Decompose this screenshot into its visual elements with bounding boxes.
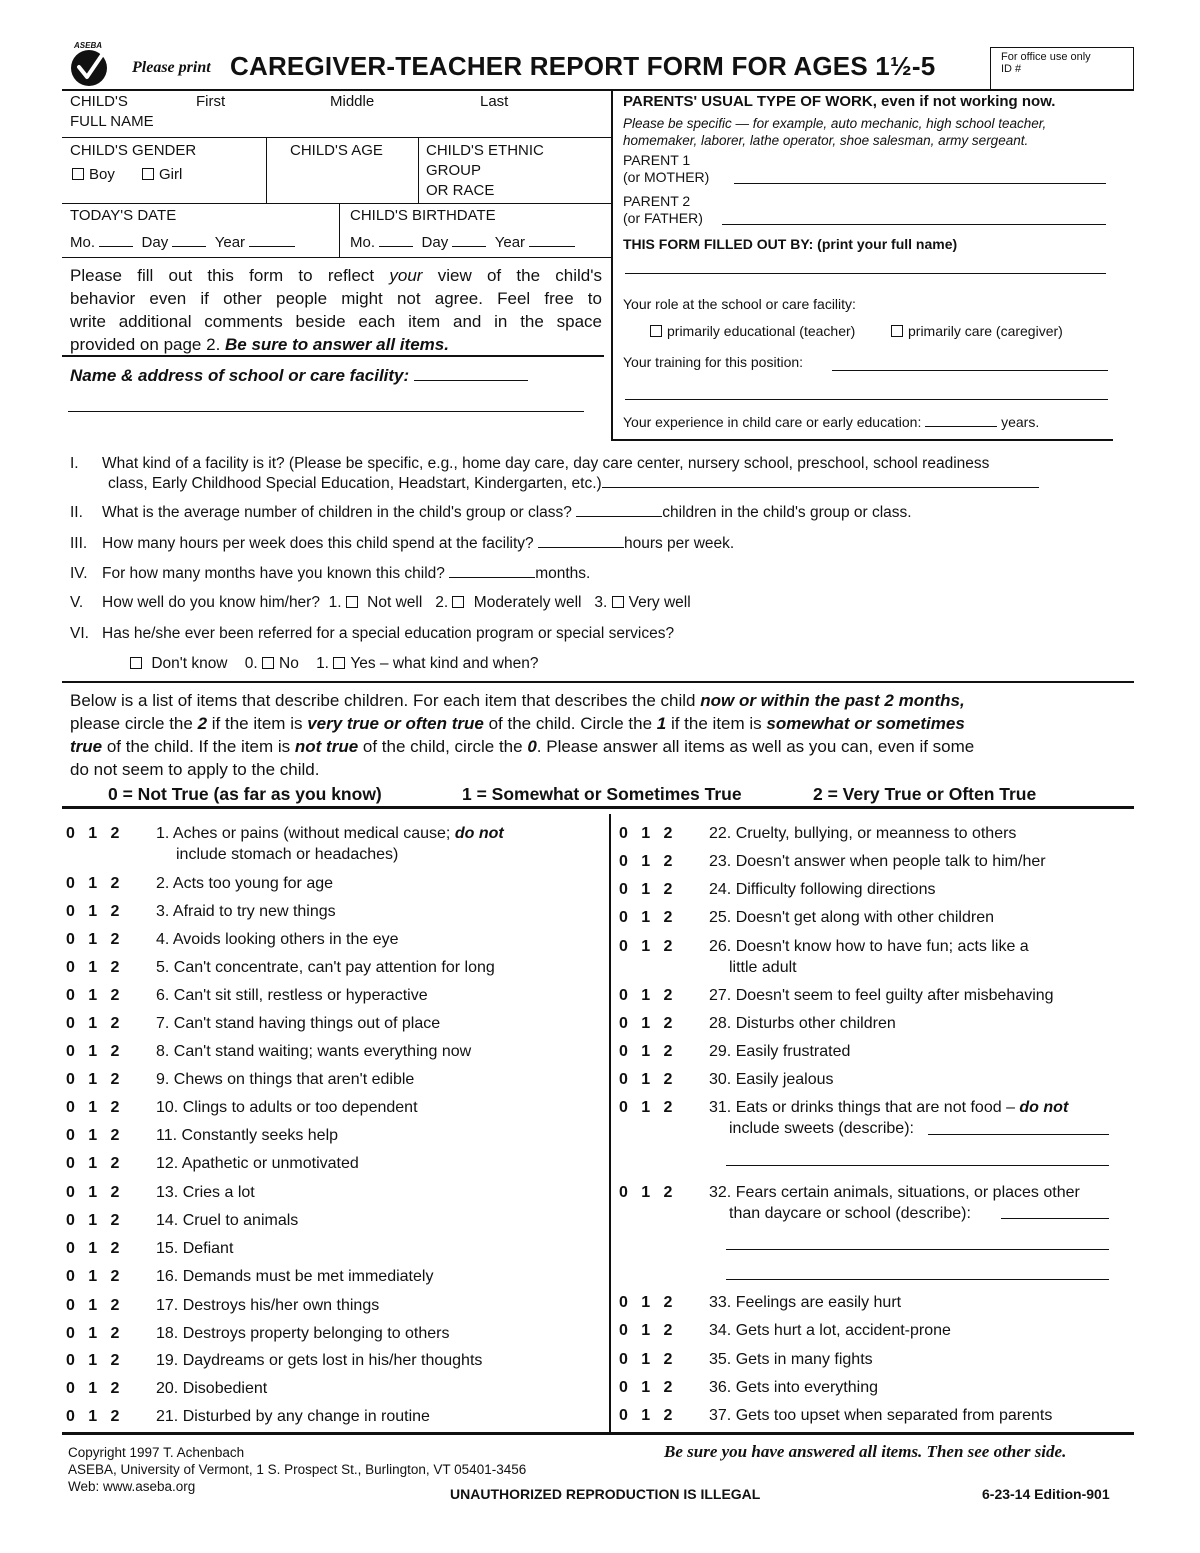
question-4: IV. For how many months have you known this child? months. [70,565,591,582]
question-4-field[interactable] [449,564,535,578]
item-text: 14. Cruel to animals [156,1212,299,1229]
filled-by-label: THIS FORM FILLED OUT BY: (print your full name) [623,236,958,252]
rating-options[interactable]: 0 1 2 [619,987,673,1004]
address: ASEBA, University of Vermont, 1 S. Prospect St., Burlington, VT 05401-3456 [68,1462,527,1477]
item-text: 34. Gets hurt a lot, accident-prone [709,1322,951,1339]
rating-options[interactable]: 0 1 2 [66,959,120,976]
rating-options[interactable]: 0 1 2 [66,1071,120,1088]
scale-0-legend: 0 = Not True (as far as you know) [108,784,382,804]
rating-options[interactable]: 0 1 2 [66,1099,120,1116]
item-31-describe-line[interactable] [726,1165,1109,1166]
item-text: 13. Cries a lot [156,1184,255,1201]
scale-2-legend: 2 = Very True or Often True [813,784,1037,804]
rating-options[interactable]: 0 1 2 [619,938,673,955]
question-2-field[interactable] [576,503,662,517]
rating-options[interactable]: 0 1 2 [66,987,120,1004]
id-label: ID # [1001,63,1022,75]
middle-name-label: Middle [330,93,375,110]
parent1-field[interactable] [734,183,1106,184]
web: Web: www.aseba.org [68,1479,196,1494]
rating-options[interactable]: 0 1 2 [619,1407,673,1424]
training-field[interactable] [832,370,1108,371]
form-title: CAREGIVER-TEACHER REPORT FORM FOR AGES 1½-5 [230,51,936,81]
rating-options[interactable]: 0 1 2 [66,931,120,948]
item-text: 23. Doesn't answer when people talk to him/her [709,853,1046,870]
rating-options[interactable]: 0 1 2 [66,1380,120,1397]
item-text: 2. Acts too young for age [156,875,334,892]
rating-options[interactable]: 0 1 2 [66,1043,120,1060]
item-text: 26. Doesn't know how to have fun; acts like a [709,938,1029,955]
question-5: V. How well do you know him/her? 1. Not well 2. Moderately well 3. Very well [70,594,691,611]
filled-by-field[interactable] [625,273,1106,274]
rating-options[interactable]: 0 1 2 [619,1294,673,1311]
rating-options[interactable]: 0 1 2 [66,1325,120,1342]
ethnic-label-1: CHILD'S ETHNIC [426,142,544,159]
item-text: 35. Gets in many fights [709,1351,873,1368]
first-name-label: First [196,93,226,110]
aseba-logo [68,38,114,88]
q6-no-checkbox[interactable] [262,657,274,669]
office-use-box [990,47,1134,89]
rating-options[interactable]: 0 1 2 [66,1155,120,1172]
item-text: 1. Aches or pains (without medical cause; do not [156,825,504,842]
item-text: 22. Cruelty, bullying, or meanness to others [709,825,1017,842]
item-text: 20. Disobedient [156,1380,268,1397]
edition-label: 6-23-14 Edition-901 [982,1486,1110,1502]
role-care-option[interactable]: primarily care (caregiver) [891,323,1063,339]
rating-options[interactable]: 0 1 2 [619,909,673,926]
parents-work-examples: Please be specific — for example, auto mechanic, high school teacher, homemaker, laborer, lathe operator, shoe salesman, army sergeant. [623,116,1047,148]
item-text: 7. Can't stand having things out of place [156,1015,441,1032]
item-text: 31. Eats or drinks things that are not food – do not [709,1099,1069,1116]
q5-not-well-checkbox[interactable] [346,596,358,608]
rating-options[interactable]: 0 1 2 [619,853,673,870]
ethnic-label-3: OR RACE [426,182,495,199]
rating-options[interactable]: 0 1 2 [66,1297,120,1314]
rating-options[interactable]: 0 1 2 [66,875,120,892]
item-text: 29. Easily frustrated [709,1043,851,1060]
q6-dont-know-checkbox[interactable] [130,657,142,669]
facility-name-label: Name & address of school or care facility: [70,366,528,386]
full-name-label: FULL NAME [70,113,154,130]
rating-options[interactable]: 0 1 2 [66,825,120,842]
rating-options[interactable]: 0 1 2 [619,1015,673,1032]
item-text: 19. Daydreams or gets lost in his/her thoughts [156,1352,483,1369]
rating-options[interactable]: 0 1 2 [619,1071,673,1088]
question-3: III. How many hours per week does this child spend at the facility? hours per week. [70,535,735,552]
training-field-2[interactable] [625,399,1108,400]
rating-options[interactable]: 0 1 2 [619,1351,673,1368]
parent1-label: PARENT 1 (or MOTHER) [623,152,710,185]
boy-checkbox[interactable] [72,168,84,180]
item-text: 4. Avoids looking others in the eye [156,931,399,948]
item-text: 30. Easily jealous [709,1071,834,1088]
scale-1-legend: 1 = Somewhat or Sometimes True [462,784,742,804]
item-text: 36. Gets into everything [709,1379,878,1396]
item-31-describe-field[interactable] [928,1134,1109,1135]
todays-date-field[interactable]: Mo. Day Year [70,233,295,253]
birthdate-label: CHILD'S BIRTHDATE [350,207,496,224]
rating-options[interactable]: 0 1 2 [619,825,673,842]
item-text-continued: little adult [729,959,797,976]
rating-options[interactable]: 0 1 2 [619,1379,673,1396]
item-text: 10. Clings to adults or too dependent [156,1099,418,1116]
item-32-describe-line-2[interactable] [726,1279,1109,1280]
last-name-label: Last [480,93,509,110]
ethnic-label-2: GROUP [426,162,482,179]
item-text: 12. Apathetic or unmotivated [156,1155,359,1172]
instructions-paragraph: Please fill out this form to reflect your view of the child's behavior even if other people might not agree. Feel free to write additional comments beside each item and in the space provided on page 2. Be sure to answer all items. [70,266,602,354]
item-text: 16. Demands must be met immediately [156,1268,434,1285]
item-text: 18. Destroys property belonging to others [156,1325,450,1342]
item-32-describe-field[interactable] [1001,1218,1109,1219]
office-use-label: For office use only [1001,51,1091,63]
item-text: 8. Can't stand waiting; wants everything now [156,1043,472,1060]
item-text: 28. Disturbs other children [709,1015,896,1032]
role-educational-checkbox[interactable] [650,325,662,337]
q6-yes-checkbox[interactable] [333,657,345,669]
rating-options[interactable]: 0 1 2 [66,903,120,920]
be-sure-note: Be sure you have answered all items. Then see other side. [664,1442,1067,1461]
gender-label: CHILD'S GENDER [70,142,197,159]
question-6: VI. Has he/she ever been referred for a special education program or special services? [70,625,675,642]
child-name-field[interactable] [150,110,605,134]
q5-very-well-checkbox[interactable] [612,596,624,608]
parent2-field[interactable] [722,224,1106,225]
rating-options[interactable]: 0 1 2 [66,1240,120,1257]
facility-address-line[interactable] [68,411,584,412]
rating-options[interactable]: 0 1 2 [66,1127,120,1144]
item-text: 27. Doesn't seem to feel guilty after misbehaving [709,987,1054,1004]
item-text: 32. Fears certain animals, situations, or places other [709,1184,1080,1201]
unauthorized-notice: UNAUTHORIZED REPRODUCTION IS ILLEGAL [450,1486,761,1502]
child-age-label: CHILD'S AGE [290,142,383,159]
item-text: 17. Destroys his/her own things [156,1297,380,1314]
rating-options[interactable]: 0 1 2 [66,1184,120,1201]
question-1-field[interactable] [602,474,1039,488]
question-1-cont: class, Early Childhood Special Education, Headstart, Kindergarten, etc.) [108,474,1039,494]
girl-checkbox[interactable] [142,168,154,180]
parent2-label: PARENT 2 (or FATHER) [623,193,703,226]
rating-options[interactable]: 0 1 2 [66,1212,120,1229]
item-32-describe-line-1[interactable] [726,1249,1109,1250]
child-age-field[interactable] [270,162,415,200]
item-text-continued: include stomach or headaches) [176,846,399,863]
question-1: I. What kind of a facility is it? (Please be specific, e.g., home day care, day care center, nursery school, preschool, school readiness [70,455,990,472]
question-2: II. What is the average number of children in the child's group or class? children in the child's group or class. [70,504,912,521]
gender-girl-option[interactable]: Girl [142,165,182,185]
item-text: 24. Difficulty following directions [709,881,936,898]
rating-options[interactable]: 0 1 2 [619,1043,673,1060]
item-text: 9. Chews on things that aren't edible [156,1071,415,1088]
item-text: 6. Can't sit still, restless or hyperactive [156,987,428,1004]
role-label: Your role at the school or care facility: [623,296,856,312]
question-3-field[interactable] [538,534,624,548]
copyright: Copyright 1997 T. Achenbach [68,1445,245,1460]
item-text: 33. Feelings are easily hurt [709,1294,902,1311]
item-text: 15. Defiant [156,1240,234,1257]
item-text-continued: include sweets (describe): [729,1120,914,1137]
rating-options[interactable]: 0 1 2 [619,1322,673,1339]
todays-date-label: TODAY'S DATE [70,207,177,224]
question-6-options: Don't know 0. No 1. Yes – what kind and when? [130,654,538,674]
item-text: 11. Constantly seeks help [156,1127,339,1144]
q5-moderately-checkbox[interactable] [452,596,464,608]
rating-options[interactable]: 0 1 2 [66,1352,120,1369]
item-text-continued: than daycare or school (describe): [729,1205,971,1222]
role-educational-option[interactable]: primarily educational (teacher) [650,323,855,339]
rating-options[interactable]: 0 1 2 [66,1408,120,1425]
birthdate-field[interactable]: Mo. Day Year [350,233,575,253]
item-text: 5. Can't concentrate, can't pay attention for long [156,959,495,976]
rating-options[interactable]: 0 1 2 [619,1184,673,1201]
child-name-label: CHILD'S [70,93,128,110]
parents-work-heading: PARENTS' USUAL TYPE OF WORK, even if not working now. [623,93,1056,110]
item-text: 3. Afraid to try new things [156,903,336,920]
item-text: 25. Doesn't get along with other children [709,909,995,926]
please-print-label: Please print [132,59,211,76]
gender-boy-option[interactable]: Boy [72,165,115,185]
rating-options[interactable]: 0 1 2 [66,1268,120,1285]
item-text: 37. Gets too upset when separated from parents [709,1407,1053,1424]
experience-label: Your experience in child care or early education: years. [623,414,1040,430]
rating-instructions: Below is a list of items that describe children. For each item that describes the child now or within the past 2 months, please circle the 2 if the item is very true or often true of the child. Circle the 1 if the item is somewhat or sometimes true of the child. If the item is not true of the child, circle the 0. Please answer all items as well as you can, even if some do not seem to apply to the child. [70,691,975,779]
training-label: Your training for this position: [623,354,804,370]
rating-options[interactable]: 0 1 2 [619,881,673,898]
item-text: 21. Disturbed by any change in routine [156,1408,430,1425]
role-care-checkbox[interactable] [891,325,903,337]
logo-text: ASEBA [74,41,103,50]
rating-options[interactable]: 0 1 2 [66,1015,120,1032]
rating-options[interactable]: 0 1 2 [619,1099,673,1116]
